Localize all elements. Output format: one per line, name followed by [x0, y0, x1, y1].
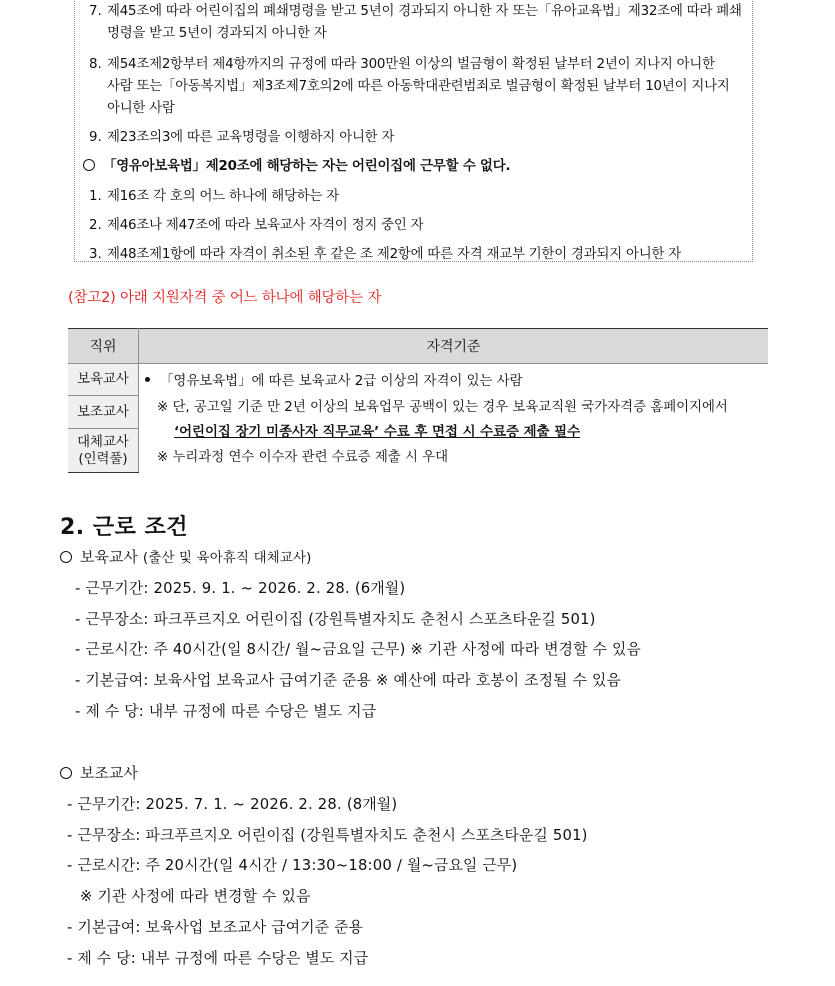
condition-line: - 제 수 당: 내부 규정에 따른 수당은 별도 지급 — [67, 950, 369, 967]
table-row — [68, 364, 768, 396]
criteria-line: ‘어린이집 장기 미종사자 직무교육’ 수료 후 면접 시 수료증 제출 필수 — [174, 425, 581, 440]
item-number: 7. — [89, 4, 102, 19]
table-header-row — [68, 329, 768, 364]
item-text: 아니한 사람 — [107, 101, 175, 116]
item-text: 제46조나 제47조에 따라 보육교사 자격이 정지 중인 자 — [107, 218, 424, 233]
item-number: 1. — [89, 189, 102, 204]
section-title: 2. 근로 조건 — [60, 515, 188, 540]
condition-line: - 제 수 당: 내부 규정에 따른 수당은 별도 지급 — [75, 703, 377, 720]
item-number: 8. — [89, 57, 102, 72]
item-text: 명령을 받고 5년이 경과되지 아니한 자 — [107, 26, 327, 41]
item-text: 제45조에 따라 어린이집의 폐쇄명령을 받고 5년이 경과되지 아니한 자 또는「유아교육법」제32조에 따라 폐쇄 — [107, 4, 742, 19]
position-cell: 보조교사 — [68, 396, 139, 429]
condition-line: - 근무기간: 2025. 9. 1. ~ 2026. 2. 28. (6개월) — [75, 580, 406, 597]
item-text: 제48조제1항에 따라 자격이 취소된 후 같은 조 제2항에 따른 자격 재교부 기한이 경과되지 아니한 자 — [107, 247, 682, 262]
header-criteria: 자격기준 — [139, 329, 769, 364]
condition-line: - 근무장소: 파크푸르지오 어린이집 (강원특별자치도 춘천시 스포츠타운길 501) — [67, 827, 588, 844]
teacher-heading: 보육교사 (출산 및 육아휴직 대체교사) — [60, 547, 312, 570]
bullet-icon — [145, 377, 150, 382]
assistant-heading: 보조교사 — [60, 763, 138, 785]
item-number: 9. — [89, 130, 102, 145]
condition-line: - 근로시간: 주 40시간(일 8시간/ 월~금요일 근무) ※ 기관 사정에 따라 변경할 수 있음 — [75, 641, 641, 658]
position-cell: 대체교사 (인력풀) — [68, 429, 139, 473]
article20-heading: 「영유아보육법」제20조에 해당하는 자는 어린이집에 근무할 수 없다. — [83, 157, 510, 177]
qualification-table — [68, 328, 768, 473]
circle-bullet-icon — [83, 159, 95, 171]
condition-line: - 근무기간: 2025. 7. 1. ~ 2026. 2. 28. (8개월) — [67, 796, 398, 813]
item-text: 제23조의3에 따른 교육명령을 이행하지 아니한 자 — [107, 130, 395, 145]
condition-line: - 근무장소: 파크푸르지오 어린이집 (강원특별자치도 춘천시 스포츠타운길 501) — [75, 611, 596, 628]
criteria-line: ※ 단, 공고일 기준 만 2년 이상의 보육업무 공백이 있는 경우 보육교직원 국가자격증 홈페이지에서 — [157, 400, 728, 415]
criteria-line: ※ 누리과정 연수 이수자 관련 수료증 제출 시 우대 — [157, 450, 449, 465]
criteria-cell — [139, 364, 769, 473]
note2-heading: (참고2) 아래 지원자격 중 어느 하나에 해당하는 자 — [68, 290, 382, 306]
item-text: 제16조 각 호의 어느 하나에 해당하는 자 — [107, 189, 340, 204]
item-text: 제54조제2항부터 제4항까지의 규정에 따라 300만원 이상의 벌금형이 확정된 날부터 2년이 지나지 아니한 — [107, 57, 715, 72]
condition-line: - 기본급여: 보육사업 보육교사 급여기준 준용 ※ 예산에 따라 호봉이 조정될 수 있음 — [75, 672, 621, 689]
header-position: 직위 — [68, 329, 139, 364]
condition-line: - 근로시간: 주 20시간(일 4시간 / 13:30~18:00 / 월~금요일 근무) — [67, 857, 518, 874]
condition-note: ※ 기관 사정에 따라 변경할 수 있음 — [80, 888, 311, 905]
item-number: 2. — [89, 218, 102, 233]
item-number: 3. — [89, 247, 102, 262]
condition-line: - 기본급여: 보육사업 보조교사 급여기준 준용 — [67, 919, 364, 936]
circle-bullet-icon — [60, 551, 72, 563]
circle-bullet-icon — [60, 767, 72, 779]
item-text: 사람 또는「아동복지법」제3조제7호의2에 따른 아동학대관련범죄로 벌금형이 확정된 날부터 10년이 지나지 — [107, 79, 730, 94]
criteria-line: 「영유보육법」에 따른 보육교사 2급 이상의 자격이 있는 사람 — [160, 374, 523, 389]
position-cell: 보육교사 — [68, 364, 139, 396]
